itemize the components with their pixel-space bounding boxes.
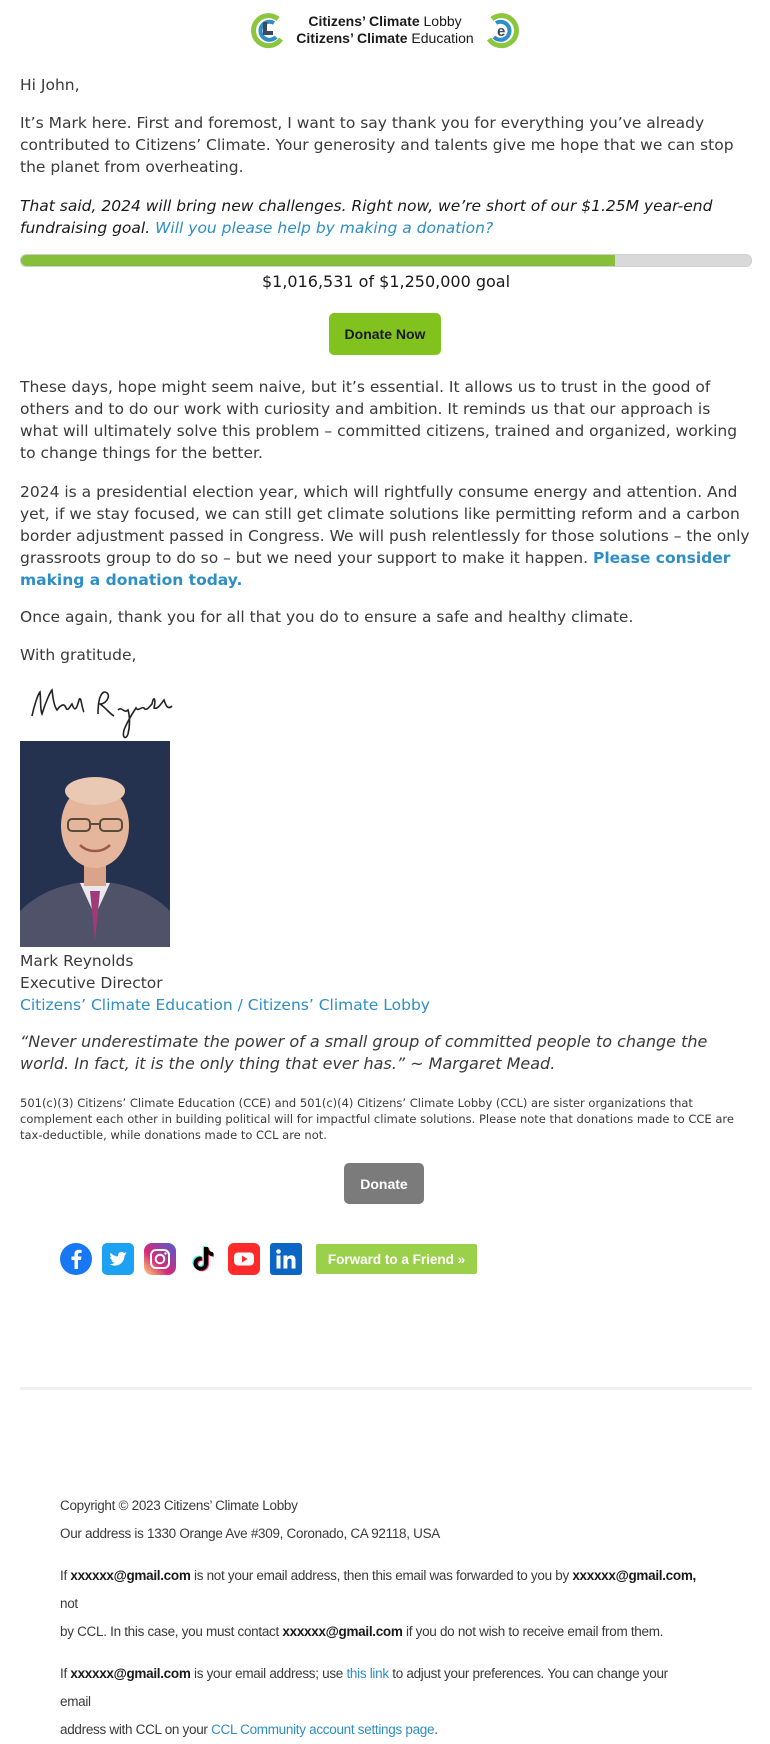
paragraph-intro: It’s Mark here. First and foremost, I want to say thank you for everything you’ve already contributed to Citizens’ Climate. Your generosity and talents give me hope that we can stop the planet from overheating. (20, 114, 734, 176)
address: Our address is 1330 Orange Ave #309, Coronado, CA 92118, USA (60, 1526, 441, 1541)
donation-link-bold[interactable]: Please consider making a donation today. (20, 549, 731, 589)
linkedin-icon[interactable] (270, 1243, 302, 1275)
forwarded-notice-line2: by CCL. In this case, you must contact xxxxxx@gmail.com if you do not wish to receive email from them. (60, 1624, 664, 1639)
masked-email: xxxxxx@gmail.com (70, 1666, 191, 1681)
forwarded-notice-line1: If xxxxxx@gmail.com is not your email address, then this email was forwarded to you by xxxxxx@gmail.com, not (60, 1568, 696, 1611)
closing: With gratitude, (20, 646, 137, 664)
logo-text: Citizens’ Climate Lobby Citizens’ Climate Education (296, 13, 474, 46)
social-links (60, 1243, 477, 1275)
svg-text:e: e (496, 23, 506, 40)
goal-text: $1,016,531 of $1,250,000 goal (261, 272, 511, 291)
preferences-notice-line1: If xxxxxx@gmail.com is your email address; use this link to adjust your preferences. You can change your email (60, 1666, 668, 1709)
donate-button[interactable]: Donate (344, 1163, 424, 1204)
quote: “Never underestimate the power of a small group of committed people to change the world. In fact, it is the only thing that ever has.” ~ Margaret Mead. (20, 1032, 708, 1073)
header-logo[interactable] (0, 8, 770, 52)
forward-to-friend-button[interactable]: Forward to a Friend » (316, 1244, 477, 1274)
account-settings-link[interactable]: CCL Community account settings page (211, 1722, 435, 1737)
masked-email: xxxxxx@gmail.com, (572, 1568, 696, 1583)
instagram-icon[interactable] (144, 1243, 176, 1275)
paragraph-election (20, 481, 752, 591)
progress-fill (21, 255, 615, 266)
ccl-logo-icon (248, 11, 286, 49)
paragraph-challenge (20, 195, 752, 239)
election-text: 2024 is a presidential election year, which will rightfully consume energy and attention. And yet, if we stay focused, we can still get climate solutions like permitting reform and a carbon border adjustment passed in Congress. We will push relentlessly for those solutions – the only grassroots group to do so – but we need your support to make it happen. (20, 483, 750, 567)
signer-photo (20, 741, 170, 947)
preferences-notice-line2: address with CCL on your CCL Community account settings page. (60, 1722, 438, 1737)
facebook-icon[interactable] (60, 1243, 92, 1275)
fundraising-progress-bar (20, 254, 752, 267)
youtube-icon[interactable] (228, 1243, 260, 1275)
tiktok-icon[interactable] (186, 1243, 218, 1275)
copyright: Copyright © 2023 Citizens’ Climate Lobby (60, 1498, 298, 1513)
signer-name: Mark Reynolds (20, 952, 134, 970)
twitter-icon[interactable] (102, 1243, 134, 1275)
footer (60, 1492, 700, 1744)
footer-divider (20, 1387, 752, 1390)
greeting: Hi John, (20, 76, 80, 94)
masked-email: xxxxxx@gmail.com (70, 1568, 191, 1583)
signer-org-link[interactable]: Citizens’ Climate Education / Citizens’ Climate Lobby (20, 996, 430, 1014)
preferences-link[interactable]: this link (346, 1666, 389, 1681)
paragraph-hope: These days, hope might seem naive, but it’s essential. It allows us to trust in the good of others and to do our work with curiosity and ambition. It reminds us that our approach is what will ultimately solve this problem – committed citizens, trained and organized, working to change things for the better. (20, 378, 738, 462)
signer-title: Executive Director (20, 974, 163, 992)
donate-now-button[interactable]: Donate Now (329, 313, 441, 355)
legal-notice: 501(c)(3) Citizens’ Climate Education (CCE) and 501(c)(4) Citizens’ Climate Lobby (CCL) are sister organizations that complement each other in building political will for impactful climate solutions. Please note that donations made to CCE are tax-deductible, while donations made to CCL are not. (20, 1096, 734, 1142)
masked-email: xxxxxx@gmail.com (282, 1624, 403, 1639)
challenge-text: That said, 2024 will bring new challenges. Right now, we’re short of our $1.25M year-end fundraising goal. (20, 197, 713, 237)
paragraph-thanks: Once again, thank you for all that you do to ensure a safe and healthy climate. (20, 608, 634, 626)
signature-image (24, 680, 184, 744)
donation-link[interactable]: Will you please help by making a donation? (155, 219, 494, 237)
cce-logo-icon (484, 11, 522, 49)
